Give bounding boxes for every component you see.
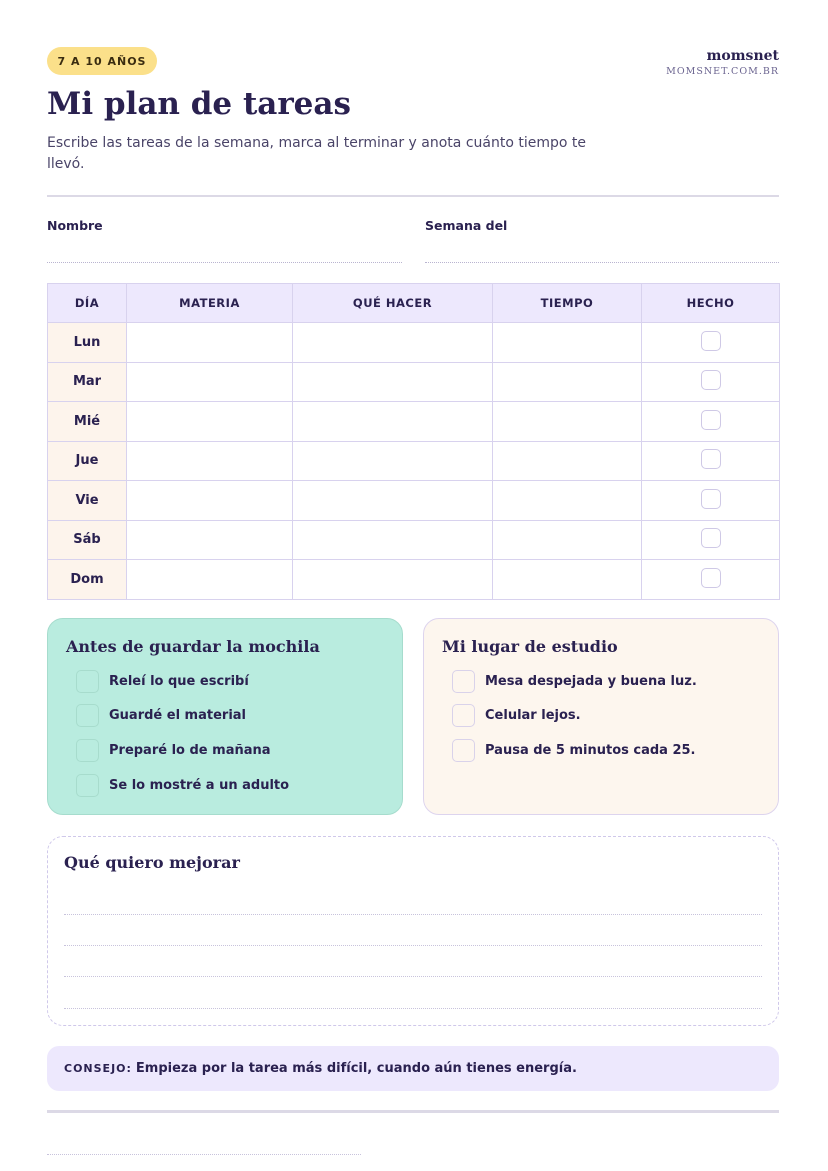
brand-site: MOMSNET.COM.BR <box>666 66 779 77</box>
done-cell <box>642 441 780 481</box>
done-checkbox[interactable] <box>701 370 721 390</box>
subject-cell[interactable] <box>127 323 293 363</box>
task-cell[interactable] <box>293 362 493 402</box>
week-label: Semana del <box>425 218 508 233</box>
table-header-row <box>48 284 780 323</box>
column-header-day: DÍA <box>48 284 127 323</box>
table-row <box>48 402 780 442</box>
writing-line[interactable] <box>64 976 762 977</box>
time-cell[interactable] <box>493 323 642 363</box>
week-field[interactable] <box>425 262 779 263</box>
checklist-checkbox[interactable] <box>452 704 475 727</box>
done-cell <box>642 362 780 402</box>
improvement-notes-box <box>47 836 779 1026</box>
time-cell[interactable] <box>493 362 642 402</box>
writing-line[interactable] <box>64 1008 762 1009</box>
checklist-label: Releí lo que escribí <box>109 674 249 689</box>
table-row <box>48 481 780 521</box>
done-checkbox[interactable] <box>701 449 721 469</box>
done-cell <box>642 481 780 521</box>
page-title: Mi plan de tareas <box>47 86 351 122</box>
day-cell: Mar <box>48 362 127 402</box>
day-cell: Vie <box>48 481 127 521</box>
tip-banner <box>47 1046 779 1091</box>
column-header-done: HECHO <box>642 284 780 323</box>
subject-cell[interactable] <box>127 362 293 402</box>
task-cell[interactable] <box>293 441 493 481</box>
checklist-checkbox[interactable] <box>76 739 99 762</box>
writing-line[interactable] <box>64 914 762 915</box>
checklist-item[interactable] <box>66 704 246 727</box>
done-checkbox[interactable] <box>701 331 721 351</box>
checklist-label: Celular lejos. <box>485 708 581 723</box>
subject-cell[interactable] <box>127 560 293 600</box>
day-cell: Sáb <box>48 520 127 560</box>
checklist-checkbox[interactable] <box>76 774 99 797</box>
subject-cell[interactable] <box>127 441 293 481</box>
time-cell[interactable] <box>493 402 642 442</box>
checklist-label: Pausa de 5 minutos cada 25. <box>485 743 696 758</box>
age-badge: 7 A 10 AÑOS <box>47 47 157 75</box>
backpack-checklist-title: Antes de guardar la mochila <box>66 637 320 656</box>
writing-line[interactable] <box>64 945 762 946</box>
checklist-item[interactable] <box>66 774 289 797</box>
divider <box>47 195 779 197</box>
task-cell[interactable] <box>293 481 493 521</box>
time-cell[interactable] <box>493 481 642 521</box>
day-cell: Lun <box>48 323 127 363</box>
checklist-checkbox[interactable] <box>452 670 475 693</box>
checklist-checkbox[interactable] <box>76 670 99 693</box>
task-cell[interactable] <box>293 323 493 363</box>
page-subtitle: Escribe las tareas de la semana, marca al terminar y anota cuánto tiempo te llevó. <box>47 135 586 172</box>
done-checkbox[interactable] <box>701 489 721 509</box>
table-row <box>48 441 780 481</box>
day-cell: Dom <box>48 560 127 600</box>
worksheet-page <box>47 0 779 1171</box>
table-row <box>48 362 780 402</box>
checklist-label: Mesa despejada y buena luz. <box>485 674 697 689</box>
footer-signature-line[interactable] <box>47 1154 361 1155</box>
study-place-card <box>423 618 779 815</box>
checklist-item[interactable] <box>442 670 697 693</box>
table-row <box>48 520 780 560</box>
time-cell[interactable] <box>493 560 642 600</box>
subject-cell[interactable] <box>127 481 293 521</box>
homework-table <box>47 283 780 600</box>
column-header-subject: MATERIA <box>127 284 293 323</box>
checklist-item[interactable] <box>442 739 696 762</box>
column-header-time: TIEMPO <box>493 284 642 323</box>
column-header-task: QUÉ HACER <box>293 284 493 323</box>
checklist-label: Preparé lo de mañana <box>109 743 271 758</box>
time-cell[interactable] <box>493 520 642 560</box>
tip-text: Empieza por la tarea más difícil, cuando aún tienes energía. <box>135 1061 577 1076</box>
done-cell <box>642 402 780 442</box>
checklist-checkbox[interactable] <box>76 704 99 727</box>
tip-label: CONSEJO: <box>64 1062 132 1075</box>
checklist-checkbox[interactable] <box>452 739 475 762</box>
checklist-label: Guardé el material <box>109 708 247 723</box>
checklist-item[interactable] <box>442 704 581 727</box>
day-cell: Mié <box>48 402 127 442</box>
name-field[interactable] <box>47 262 402 263</box>
brand-name: momsnet <box>706 48 779 64</box>
checklist-item[interactable] <box>66 739 271 762</box>
subject-cell[interactable] <box>127 402 293 442</box>
name-label: Nombre <box>47 218 103 233</box>
done-cell <box>642 323 780 363</box>
done-checkbox[interactable] <box>701 568 721 588</box>
task-cell[interactable] <box>293 402 493 442</box>
table-row <box>48 560 780 600</box>
done-checkbox[interactable] <box>701 528 721 548</box>
done-checkbox[interactable] <box>701 410 721 430</box>
time-cell[interactable] <box>493 441 642 481</box>
backpack-checklist-card <box>47 618 403 815</box>
brand <box>666 48 779 77</box>
subject-cell[interactable] <box>127 520 293 560</box>
checklist-label: Se lo mostré a un adulto <box>109 778 290 793</box>
task-cell[interactable] <box>293 520 493 560</box>
day-cell: Jue <box>48 441 127 481</box>
task-cell[interactable] <box>293 560 493 600</box>
done-cell <box>642 520 780 560</box>
improvement-title: Qué quiero mejorar <box>64 853 240 872</box>
checklist-item[interactable] <box>66 670 249 693</box>
footer-divider <box>47 1110 779 1113</box>
study-place-title: Mi lugar de estudio <box>442 637 618 656</box>
table-row <box>48 323 780 363</box>
done-cell <box>642 560 780 600</box>
